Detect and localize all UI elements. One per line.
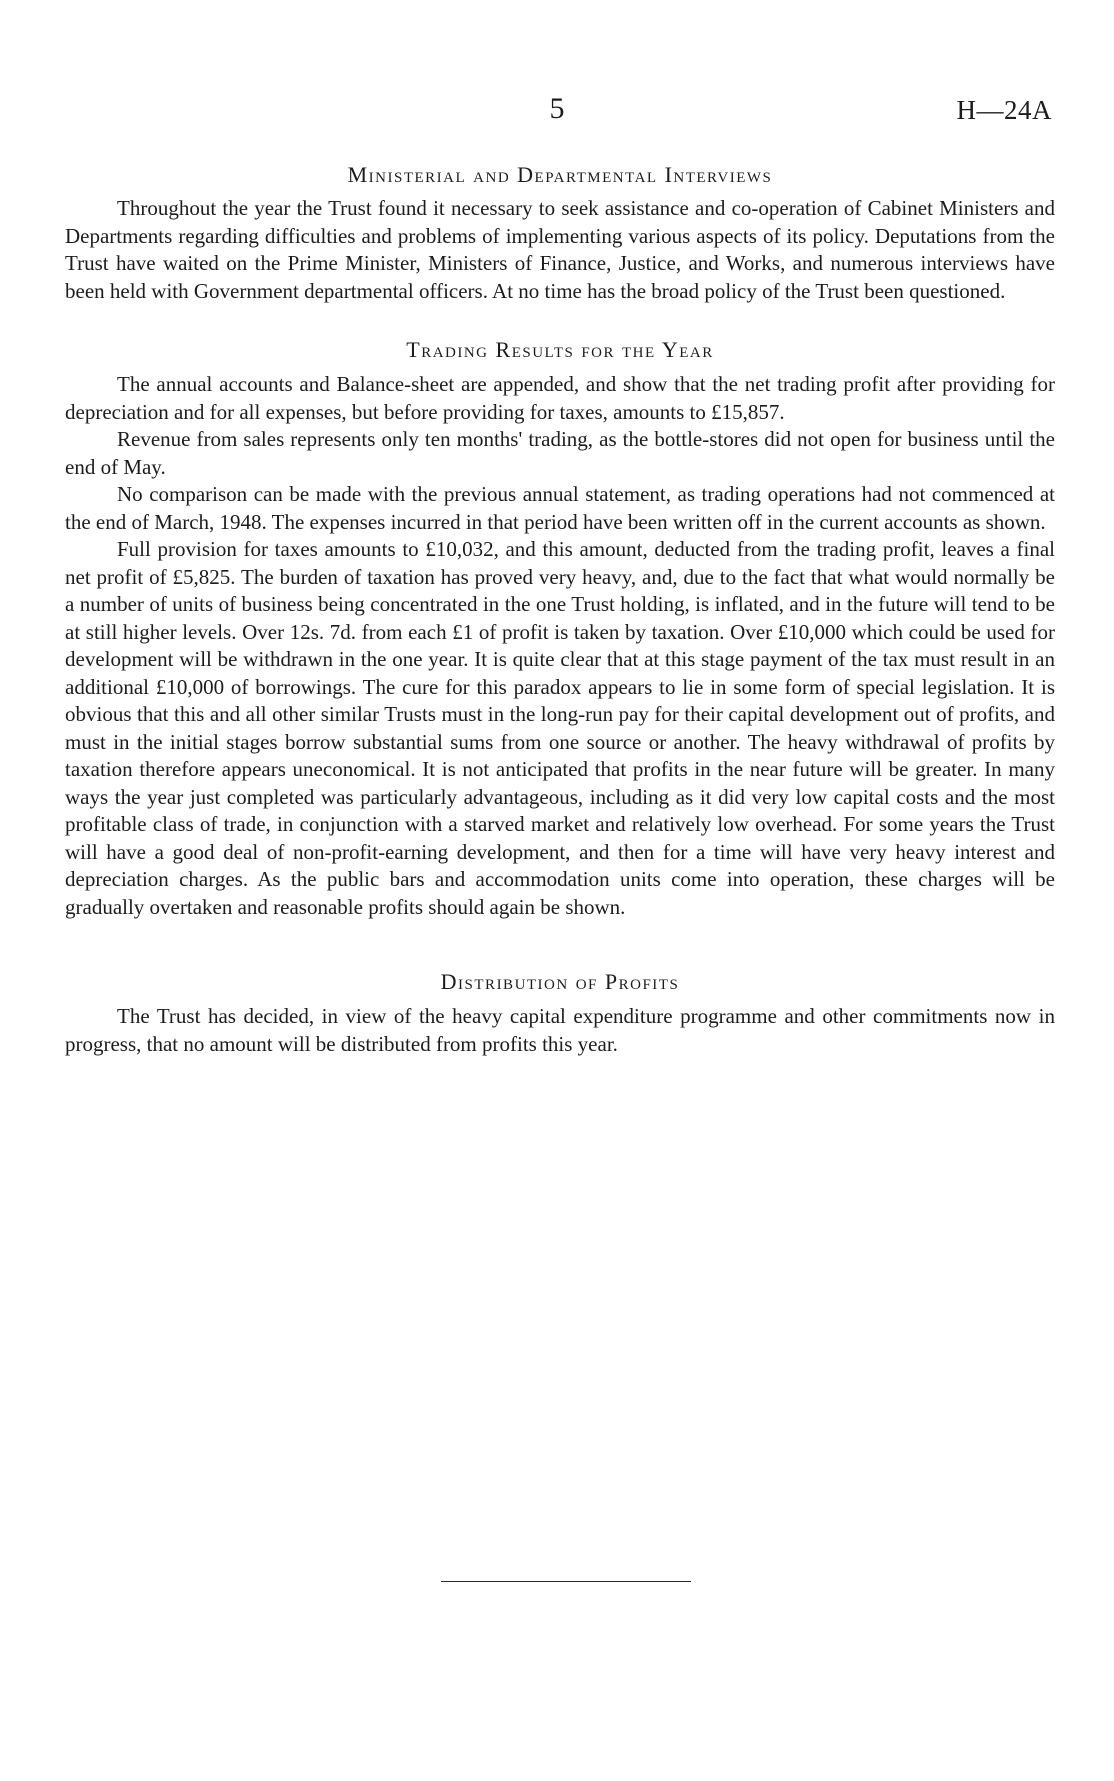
section-heading-ministerial-interviews: Ministerial and Departmental Interviews	[347, 162, 773, 187]
section-heading-distribution-of-profits: Distribution of Profits	[440, 969, 680, 994]
document-body	[65, 162, 1055, 1058]
section-heading-trading-results: Trading Results for the Year	[406, 337, 714, 362]
closing-rule	[441, 1581, 691, 1582]
document-reference-suffix: A	[1032, 95, 1052, 125]
document-reference	[957, 94, 1053, 126]
paragraph-trading-results-accounts: The annual accounts and Balance-sheet are appended, and show that the net trading profit after providing for depreciation and for all expenses, but before providing for taxes, amounts to £15,857.	[65, 372, 1055, 424]
paragraph-trading-results-revenue: Revenue from sales represents only ten months' trading, as the bottle-stores did not open for business until the end of May.	[65, 427, 1055, 479]
paragraph-ministerial-interviews: Throughout the year the Trust found it necessary to seek assistance and co-operation of Cabinet Ministers and Departments regarding difficulties and problems of implementing various aspects of its policy. Deputations from the Trust have waited on the Prime Minister, Ministers of Finance, Justice, and Works, and numerous interviews have been held with Government departmental officers. At no time has the broad policy of the Trust been questioned.	[65, 196, 1055, 303]
paragraph-trading-results-taxation: Full provision for taxes amounts to £10,032, and this amount, deducted from the trading profit, leaves a final net profit of £5,825. The burden of taxation has proved very heavy, and, due to the fact that what would normally be a number of units of business being concentrated in the one Trust holding, is inflated, and in the future will tend to be at still higher levels. Over 12s. 7d. from each £1 of profit is taken by taxation. Over £10,000 which could be used for development will be withdrawn in the one year. It is quite clear that at this stage payment of the tax must result in an additional £10,000 of borrowings. The cure for this paradox appears to lie in some form of special legislation. It is obvious that this and all other similar Trusts must in the long-run pay for their capital development out of profits, and must in the initial stages borrow substantial sums from one source or another. The heavy withdrawal of profits by taxation therefore appears uneconomical. It is not anticipated that profits in the near future will be greater. In many ways the year just completed was particularly advantageous, including as it did very low capital costs and the most profitable class of trade, in conjunction with a starved market and relatively low overhead. For some years the Trust will have a good deal of non-profit-earning development, and then for a time will have very heavy interest and depreciation charges. As the public bars and accommodation units come into operation, these charges will be gradually overtaken and reasonable profits should again be shown.	[65, 537, 1055, 919]
page-number: 5	[549, 92, 565, 125]
document-reference-main: H—24	[956, 95, 1032, 125]
paragraph-trading-results-comparison: No comparison can be made with the previous annual statement, as trading operations had not commenced at the end of March, 1948. The expenses incurred in that period have been written off in the current accounts as shown.	[65, 482, 1055, 534]
paragraph-distribution-of-profits: The Trust has decided, in view of the heavy capital expenditure programme and other commitments now in progress, that no amount will be distributed from profits this year.	[65, 1004, 1055, 1056]
